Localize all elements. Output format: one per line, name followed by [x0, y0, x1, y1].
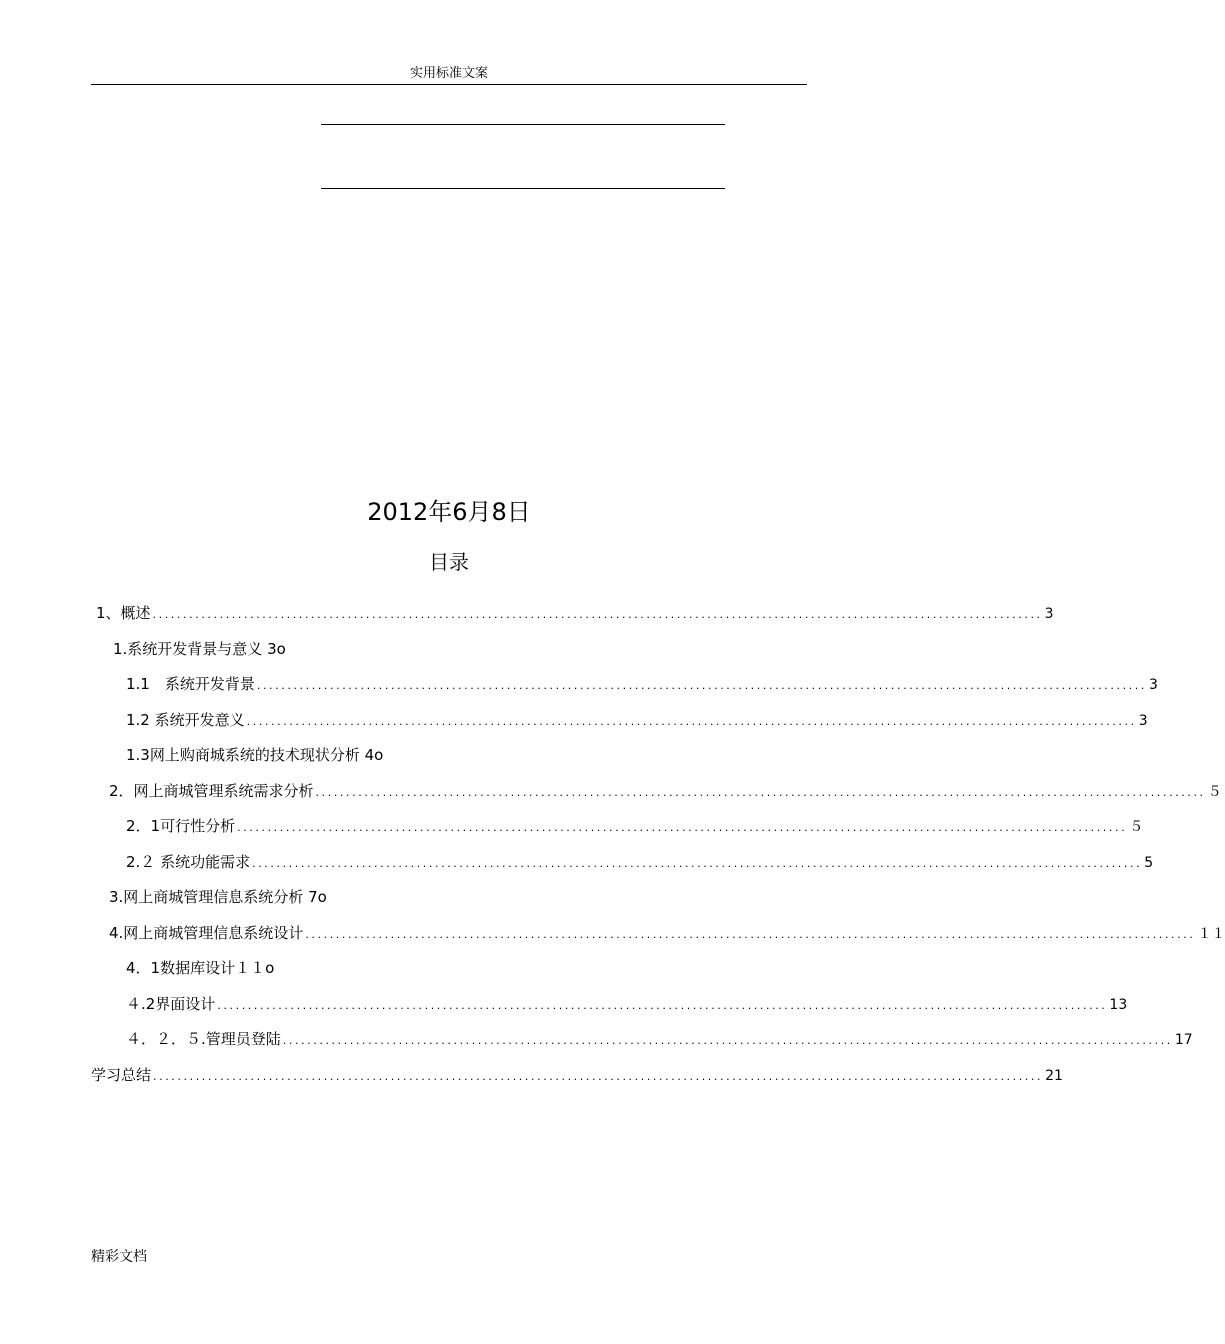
toc-leader-dots: ..................................................................................................................................................	[252, 857, 1143, 870]
toc-leader-dots: ..................................................................................................................................................	[256, 679, 1147, 692]
toc-entry-page: １１	[1197, 926, 1225, 942]
toc-entry-label: 1.2 系统开发意义	[126, 711, 245, 729]
toc-leader-dots: ..................................................................................................................................................	[152, 608, 1043, 621]
toc-entry-page: 3	[1138, 713, 1148, 729]
toc-entry-label: 1.3网上购商城系统的技术现状分析 4o	[126, 746, 384, 764]
blank-underline	[321, 188, 725, 189]
page-header: 实用标准文案	[91, 64, 807, 85]
toc-entry-label: 4．1数据库设计１１o	[126, 959, 275, 977]
toc-leader-dots: ..................................................................................................................................................	[237, 821, 1128, 834]
page-footer: 精彩文档	[91, 1249, 147, 1265]
cover-date: 2012年6月8日	[367, 498, 531, 526]
toc-entry-page: 3	[1044, 606, 1054, 622]
toc-entry[interactable]	[126, 702, 1148, 738]
toc-entry[interactable]	[109, 915, 1225, 951]
toc-entry-label: 1.1 系统开发背景	[126, 675, 255, 693]
toc-leader-dots: ..................................................................................................................................................	[246, 715, 1137, 728]
toc-entry-label: 1、概述	[96, 604, 151, 622]
toc-entry[interactable]	[109, 879, 327, 915]
toc-entry-page: ５	[1207, 784, 1222, 800]
toc-entry[interactable]	[126, 737, 383, 773]
toc-entry-label: ４.2界面设计	[126, 995, 216, 1013]
toc-leader-dots: ..................................................................................................................................................	[217, 999, 1108, 1012]
toc-leader-dots: ..................................................................................................................................................	[315, 786, 1206, 799]
toc-entry-label: 2.２ 系统功能需求	[126, 853, 251, 871]
toc-entry[interactable]	[109, 773, 1222, 809]
toc-entry-page: 5	[1144, 855, 1154, 871]
toc-entry-page: ５	[1129, 819, 1144, 835]
toc-entry-page: 17	[1174, 1032, 1193, 1048]
toc-entry-label: ４．２．５.管理员登陆	[126, 1030, 281, 1048]
toc-leader-dots: ..................................................................................................................................................	[305, 928, 1196, 941]
toc-entry-label: 学习总结	[91, 1066, 152, 1084]
toc-entry-label: 2．1可行性分析	[126, 817, 236, 835]
toc-leader-dots: ..................................................................................................................................................	[282, 1034, 1173, 1047]
toc-entry-page: 21	[1045, 1068, 1063, 1084]
toc-entry[interactable]	[126, 844, 1154, 880]
toc-entry-label: 1.系统开发背景与意义 3o	[113, 640, 286, 658]
toc-entry[interactable]	[126, 666, 1158, 702]
toc-entry-page: 13	[1109, 997, 1128, 1013]
toc-entry[interactable]	[91, 1057, 1063, 1093]
toc-entry-label: 2．网上商城管理系统需求分析	[109, 782, 314, 800]
toc-leader-dots: ..................................................................................................................................................	[153, 1070, 1044, 1083]
toc-entry[interactable]	[126, 1021, 1193, 1057]
toc-entry-label: 4.网上商城管理信息系统设计	[109, 924, 304, 942]
toc-entry-label: 3.网上商城管理信息系统分析 7o	[109, 888, 327, 906]
toc-entry-page: 3	[1148, 677, 1158, 693]
toc-entry[interactable]	[126, 950, 274, 986]
toc-title: 目录	[429, 550, 469, 574]
toc-entry[interactable]	[126, 808, 1144, 844]
blank-underline	[321, 124, 725, 125]
toc-entry[interactable]	[113, 631, 286, 667]
toc-entry[interactable]	[96, 595, 1054, 631]
toc-entry[interactable]	[126, 986, 1128, 1022]
